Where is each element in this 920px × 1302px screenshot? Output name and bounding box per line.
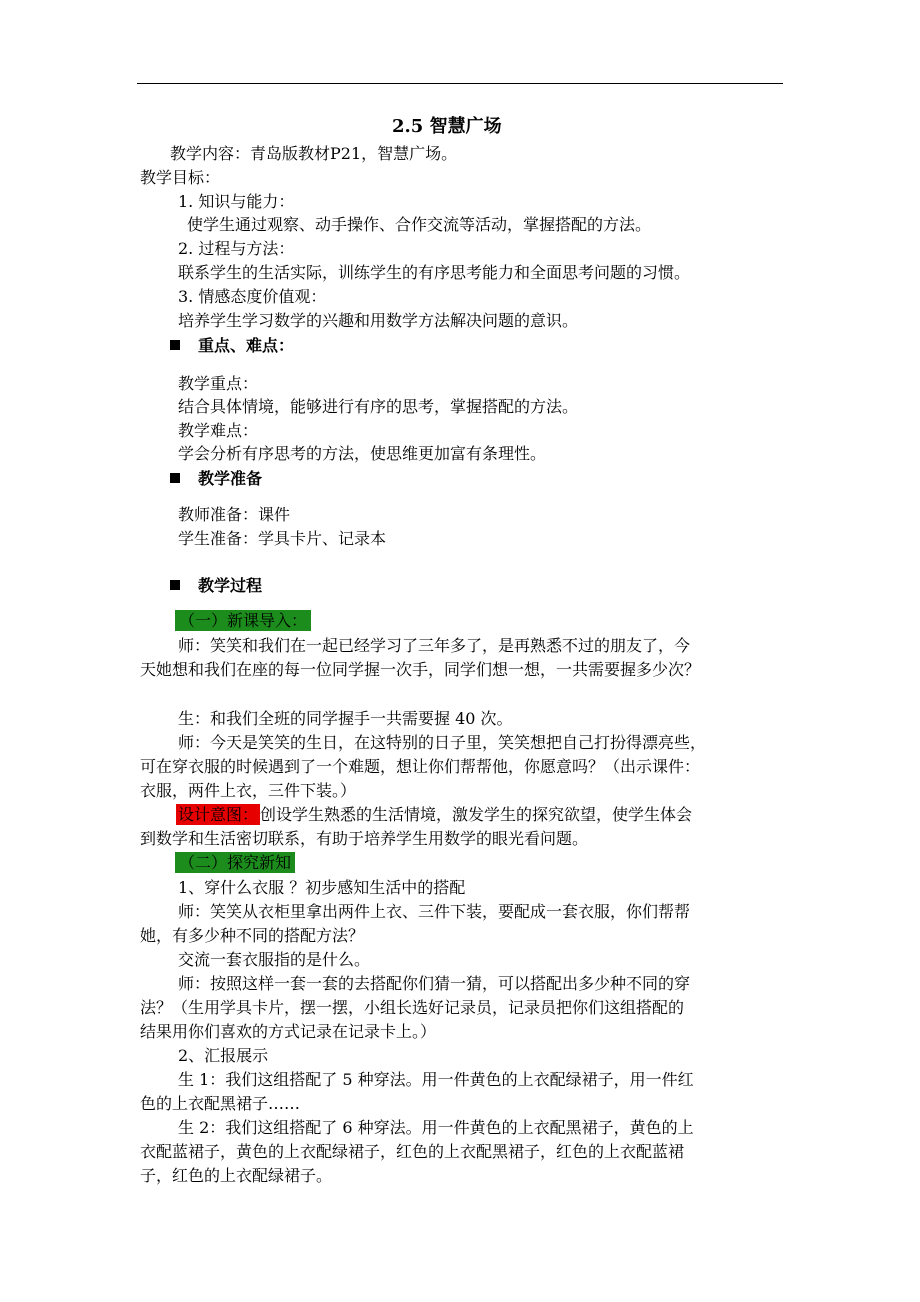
para-3-line-3: 衣服，两件上衣，三件下装。） [140,781,357,800]
s2-para-2: 交流一套衣服指的是什么。 [178,950,371,969]
key-points-heading [170,336,294,356]
content-line: 教学内容：青岛版教材P21，智慧广场。 [170,144,458,163]
preparation-heading [170,469,262,489]
design-intent-line-2: 到数学和生活密切联系，有助于培养学生用数学的眼光看问题。 [140,829,589,848]
objective-1-text: 使学生通过观察、动手操作、合作交流等活动，掌握搭配的方法。 [187,215,652,234]
s2-para-1-line-1: 师：笑笑从衣柜里拿出两件上衣、三件下装，要配成一套衣服，你们帮帮 [178,902,691,921]
section-2-item-2: 2、汇报展示 [178,1046,269,1065]
report-2-line-3: 子，红色的上衣配绿裙子。 [140,1166,333,1185]
report-1-line-1: 生 1：我们这组搭配了 5 种穿法。用一件黄色的上衣配绿裙子，用一件红 [178,1070,694,1089]
header-rule [137,83,783,84]
section-1-highlight: （一）新课导入： [175,610,311,631]
key-points-heading-text: 重点、难点： [198,336,295,355]
preparation-heading-text: 教学准备 [198,469,263,488]
student-preparation: 学生准备：学具卡片、记录本 [178,529,387,548]
focus-label: 教学重点： [178,374,259,393]
objective-2-label: 2. 过程与方法： [178,239,295,258]
para-2: 生：和我们全班的同学握手一共需要握 40 次。 [178,709,513,728]
s2-para-3-line-2: 法？（生用学具卡片，摆一摆，小组长选好记录员，记录员把你们这组搭配的 [140,998,685,1017]
objectives-heading: 教学目标： [140,168,221,187]
objective-3-label: 3. 情感态度价值观： [178,287,327,306]
objective-1-label: 1. 知识与能力： [178,192,295,211]
teacher-preparation: 教师准备：课件 [178,505,291,524]
process-heading-text: 教学过程 [198,576,263,595]
section-2-highlight: （二）探究新知 [175,852,295,873]
objective-3-text: 培养学生学习数学的兴趣和用数学方法解决问题的意识。 [178,311,579,330]
focus-text: 结合具体情境，能够进行有序的思考，掌握搭配的方法。 [178,397,579,416]
s2-para-3-line-3: 结果用你们喜欢的方式记录在记录卡上。） [140,1022,437,1041]
bullet-square-icon [170,580,180,590]
section-2-item-1: 1、穿什么衣服 ？初步感知生活中的搭配 [178,878,466,897]
para-3-line-1: 师：今天是笑笑的生日，在这特别的日子里，笑笑想把自己打扮得漂亮些， [178,733,707,752]
document-title: 2.5 智慧广场 [392,116,502,137]
para-1-line-1: 师：笑笑和我们在一起已经学习了三年多了，是再熟悉不过的朋友了，今 [178,636,691,655]
para-3-line-2: 可在穿衣服的时候遇到了一个难题，想让你们帮帮他，你愿意吗？（出示课件： [140,757,701,776]
bullet-square-icon [170,340,180,350]
objective-2-text: 联系学生的生活实际，训练学生的有序思考能力和全面思考问题的习惯。 [178,263,691,282]
s2-para-1-line-2: 她，有多少种不同的搭配方法？ [140,926,365,945]
bullet-square-icon [170,473,180,483]
report-2-line-1: 生 2：我们这组搭配了 6 种穿法。用一件黄色的上衣配黑裙子，黄色的上 [178,1118,694,1137]
design-intent-label: 设计意图： [178,805,259,824]
s2-para-3-line-1: 师：按照这样一套一套的去搭配你们猜一猜，可以搭配出多少种不同的穿 [178,974,691,993]
report-1-line-2: 色的上衣配黑裙子…… [140,1094,301,1113]
design-intent-line-1 [176,805,692,825]
report-2-line-2: 衣配蓝裙子，黄色的上衣配绿裙子，红色的上衣配黑裙子，红色的上衣配蓝裙 [140,1142,685,1161]
design-intent-text: 创设学生熟悉的生活情境，激发学生的探究欲望，使学生体会 [260,805,693,824]
difficulty-text: 学会分析有序思考的方法，使思维更加富有条理性。 [178,444,547,463]
process-heading [170,576,262,596]
section-1-heading [175,611,311,631]
section-2-heading [175,853,295,873]
para-1-line-2: 天她想和我们在座的每一位同学握一次手，同学们想一想，一共需要握多少次？ [140,660,701,679]
difficulty-label: 教学难点： [178,421,259,440]
